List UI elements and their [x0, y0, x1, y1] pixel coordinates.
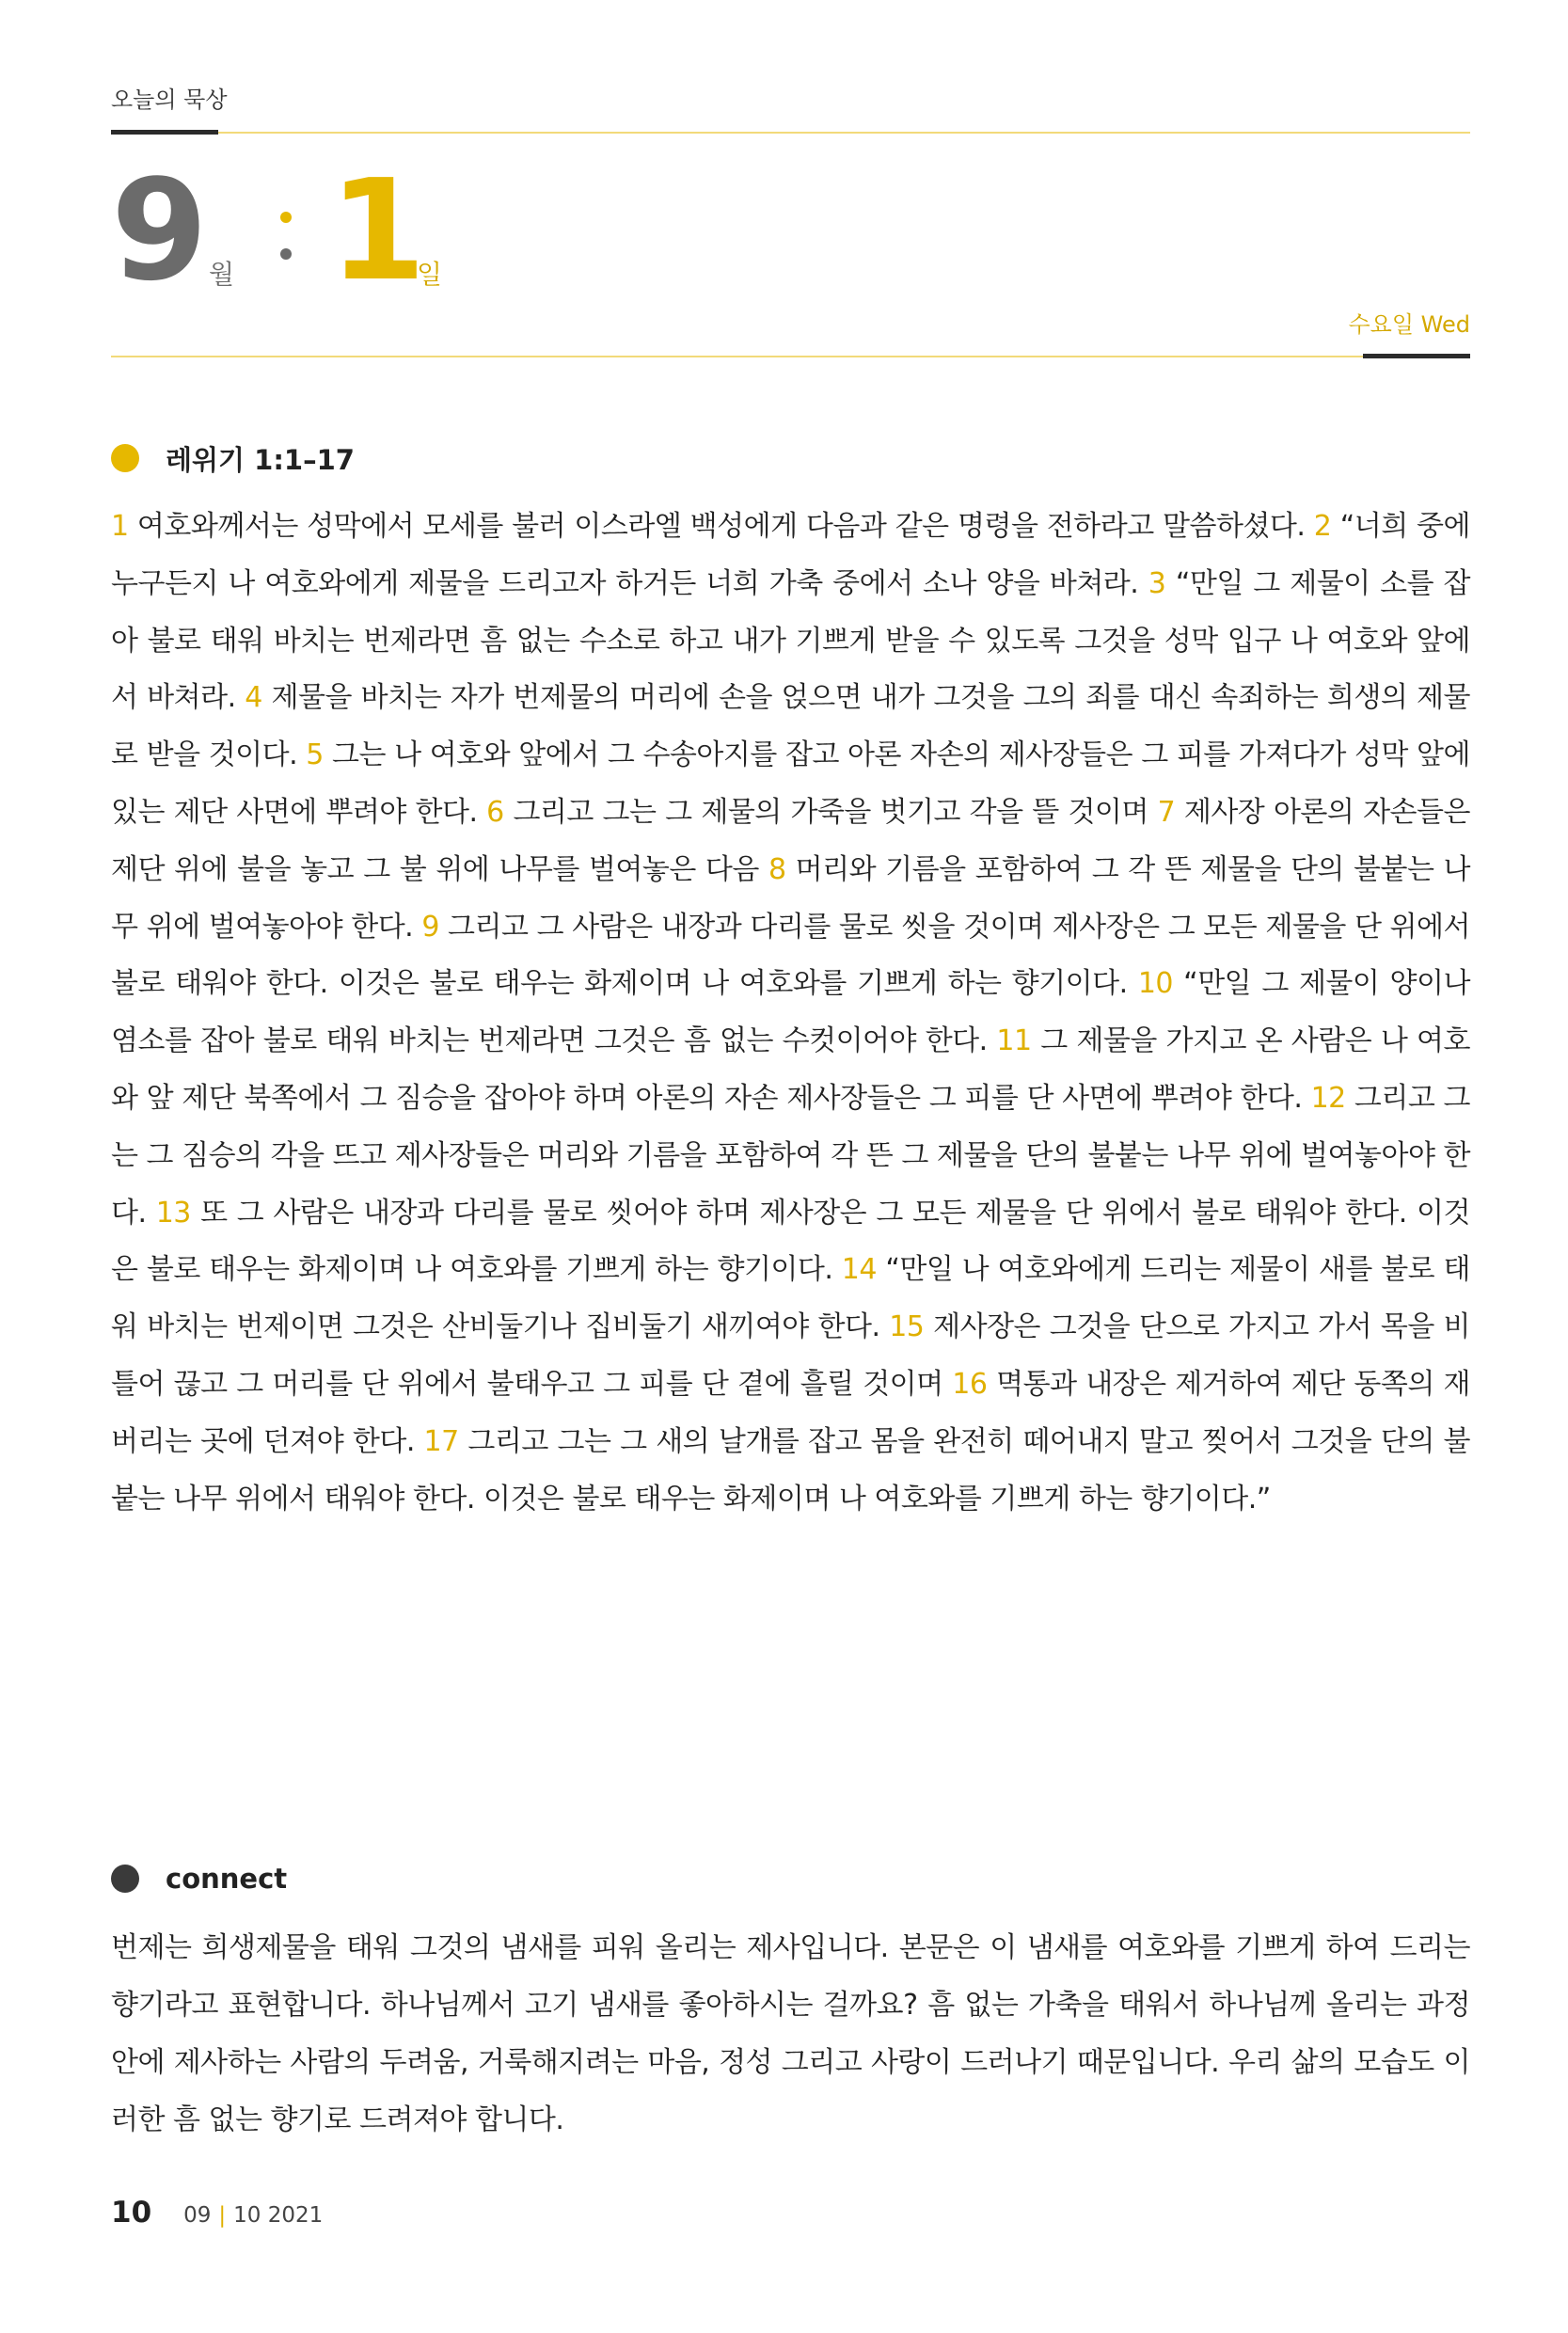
month-unit: 월	[209, 259, 235, 290]
verse-number: 1	[111, 510, 129, 543]
month-number: 9	[111, 150, 204, 311]
scripture-heading	[111, 437, 355, 479]
verse-text: 제사장 아론의 자손들은 제단 위에 불을 놓고 그 불 위에 나무를 벌여놓은 다음	[111, 795, 1470, 886]
verse-number: 16	[952, 1367, 988, 1401]
day-number: 1	[329, 150, 422, 311]
verse-number: 8	[768, 852, 786, 886]
page-footer	[111, 2196, 323, 2230]
connect-heading	[111, 1858, 287, 1899]
header-rule-accent	[111, 130, 218, 135]
issue-month: 09	[183, 2203, 212, 2228]
verse-text: 제사장은 그것을 단으로 가지고 가서 목을 비틀어 끊고 그 머리를 단 위에서 불태우고 그 피를 단 곁에 흘릴 것이며	[111, 1310, 1470, 1401]
date-rule	[111, 356, 1470, 357]
verse-number: 4	[245, 681, 262, 715]
verse-text: “만일 그 제물이 양이나 염소를 잡아 불로 태워 바치는 번제라면 그것은 흠 없는 수컷이어야 한다.	[111, 967, 1470, 1058]
verse-number: 7	[1157, 795, 1176, 829]
verse-text: 멱통과 내장은 제거하여 제단 동쪽의 재 버리는 곳에 던져야 한다.	[111, 1367, 1470, 1458]
verse-text: 그리고 그는 그 짐승의 각을 뜨고 제사장들은 머리와 기름을 포함하여 각 뜬 그 제물을 단의 불붙는 나무 위에 벌여놓아야 한다.	[111, 1081, 1470, 1230]
verse-number: 10	[1137, 967, 1173, 1001]
colon-dot-top	[280, 212, 292, 223]
verse-text: “만일 나 여호와에게 드리는 제물이 새를 불로 태워 바치는 번제이면 그것은 산비둘기나 집비둘기 새끼여야 한다.	[111, 1253, 1470, 1344]
page-number: 10	[111, 2196, 152, 2230]
verse-number: 12	[1310, 1081, 1346, 1115]
weekday-label: 수요일 Wed	[1348, 311, 1470, 338]
verse-text: 그리고 그 사람은 내장과 다리를 물로 씻을 것이며 제사장은 그 모든 제물을 단 위에서 불로 태워야 한다. 이것은 불로 태우는 화제이며 나 여호와를 기쁘게 하는 향기이다.	[111, 910, 1471, 1001]
day-unit: 일	[417, 259, 443, 290]
issue-date	[183, 2203, 323, 2228]
header-rule	[111, 132, 1470, 134]
verse-text: 또 그 사람은 내장과 다리를 물로 씻어야 하며 제사장은 그 모든 제물을 단 위에서 불로 태워야 한다. 이것은 불로 태우는 화제이며 나 여호와를 기쁘게 하는 향기이다.	[111, 1196, 1470, 1287]
verse-number: 3	[1148, 566, 1166, 600]
verse-text: 머리와 기름을 포함하여 그 각 뜬 제물을 단의 불붙는 나무 위에 벌여놓아야 한다.	[111, 852, 1470, 944]
verse-number: 2	[1313, 510, 1332, 543]
verse-number: 13	[155, 1196, 191, 1230]
issue-year: 10 2021	[233, 2203, 324, 2228]
verse-text: “너희 중에 누구든지 나 여호와에게 제물을 드리고자 하거든 너희 가축 중에서 소나 양을 바쳐라.	[111, 510, 1470, 600]
verse-number: 6	[486, 795, 504, 829]
verse-text: 제물을 바치는 자가 번제물의 머리에 손을 얹으면 내가 그것을 그의 죄를 대신 속죄하는 희생의 제물로 받을 것이다.	[111, 681, 1470, 772]
verse-number: 15	[889, 1310, 925, 1344]
connect-body: 번제는 희생제물을 태워 그것의 냄새를 피워 올리는 제사입니다. 본문은 이 냄새를 여호와를 기쁘게 하여 드리는 향기라고 표현합니다. 하나님께서 고기 냄새를 좋아하시는 걸까요? 흠 없는 가축을 태워서 하나님께 올리는 과정 안에 제사하는 사람의 두려움, 거룩해지려는 마음, 정성 그리고 사랑이 드러나기 때문입니다. 우리 삶의 모습도 이러한 흠 없는 향기로 드려져야 합니다.	[111, 1931, 1470, 2136]
date-display	[111, 150, 863, 311]
verse-number: 14	[841, 1253, 877, 1287]
verse-number: 17	[423, 1424, 459, 1458]
verse-text: 그 제물을 가지고 온 사람은 나 여호와 앞 제단 북쪽에서 그 짐승을 잡아야 하며 아론의 자손 제사장들은 그 피를 단 사면에 뿌려야 한다.	[111, 1024, 1470, 1115]
bullet-dot-icon	[111, 444, 139, 472]
verse-number: 11	[996, 1024, 1032, 1058]
footer-separator: |	[218, 2203, 227, 2228]
bullet-dot-icon	[111, 1865, 139, 1893]
scripture-body	[111, 499, 1470, 1528]
verse-text: 그리고 그는 그 새의 날개를 잡고 몸을 완전히 떼어내지 말고 찢어서 그것을 단의 불붙는 나무 위에서 태워야 한다. 이것은 불로 태우는 화제이며 나 여호와를 기쁘게 하는 향기이다.”	[111, 1424, 1470, 1516]
verse-text: 그는 나 여호와 앞에서 그 수송아지를 잡고 아론 자손의 제사장들은 그 피를 가져다가 성막 앞에 있는 제단 사면에 뿌려야 한다.	[111, 738, 1470, 829]
verse-text: “만일 그 제물이 소를 잡아 불로 태워 바치는 번제라면 흠 없는 수소로 하고 내가 기쁘게 받을 수 있도록 그것을 성막 입구 나 여호와 앞에서 바쳐라.	[111, 566, 1470, 715]
verse-number: 9	[421, 910, 439, 944]
connect-title: connect	[166, 1863, 288, 1895]
date-rule-accent	[1363, 354, 1470, 358]
verse-text: 그리고 그는 그 제물의 가죽을 벗기고 각을 뜰 것이며	[503, 795, 1158, 829]
scripture-reference: 레위기 1:1–17	[166, 443, 355, 476]
verse-text: 여호와께서는 성막에서 모세를 불러 이스라엘 백성에게 다음과 같은 명령을 전하라고 말씀하셨다.	[128, 510, 1314, 543]
colon-dot-bottom	[280, 248, 292, 260]
section-label: 오늘의 묵상	[111, 87, 228, 113]
verse-number: 5	[306, 738, 324, 772]
